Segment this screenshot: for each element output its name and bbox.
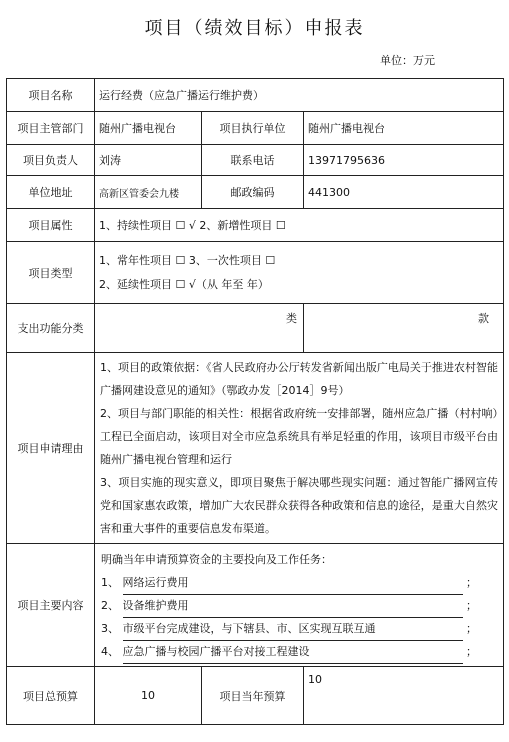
item-number: 2、 xyxy=(101,598,119,612)
address-value: 高新区管委会九楼 xyxy=(95,176,202,209)
item-semicolon: ； xyxy=(466,621,477,635)
executing-unit-value: 随州广播电视台 xyxy=(304,112,504,145)
row-department xyxy=(7,112,504,145)
row-budget xyxy=(7,667,504,725)
reason-paragraph: 2、项目与部门职能的相关性：根据省政府统一安排部署，随州应急广播（村村响）工程已全面启动，该项目对全市应急系统具有举足轻重的作用，该项目市级平台由随州广播电视台管理和运行 xyxy=(100,407,498,466)
item-text: 市级平台完成建设，与下辖县、市、区实现互联互通 xyxy=(123,617,463,641)
item-text: 网络运行费用 xyxy=(123,571,463,595)
reason-paragraph: 3、项目实施的现实意义，即项目聚焦于解决哪些现实问题：通过智能广播网宣传党和国家惠农政策，增加广大农民群众获得各种政策和信息的途径，是重大自然灾害和重大事件的重要信息发布渠道。 xyxy=(100,476,498,535)
department-value: 随州广播电视台 xyxy=(95,112,202,145)
function-class-label: 支出功能分类 xyxy=(7,304,95,353)
phone-label: 联系电话 xyxy=(202,145,304,176)
total-budget-label: 项目总预算 xyxy=(7,667,95,725)
row-project-name xyxy=(7,79,504,112)
phone-value: 13971795636 xyxy=(304,145,504,176)
reason-cell xyxy=(95,353,504,544)
item-text: 应急广播与校园广播平台对接工程建设 xyxy=(123,640,463,664)
executing-unit-label: 项目执行单位 xyxy=(202,112,304,145)
row-main-content xyxy=(7,544,504,667)
main-content-item xyxy=(101,594,497,617)
row-address xyxy=(7,176,504,209)
reason-label: 项目申请理由 xyxy=(7,353,95,544)
reason-paragraph: 1、项目的政策依据：《省人民政府办公厅转发省新闻出版广电局关于推进农村智能广播网建设意见的通知》（鄂政办发［2014］9号） xyxy=(100,361,498,397)
item-semicolon: ； xyxy=(466,598,477,612)
owner-value: 刘涛 xyxy=(95,145,202,176)
main-content-item xyxy=(101,617,497,640)
project-name-label: 项目名称 xyxy=(7,79,95,112)
zip-value: 441300 xyxy=(304,176,504,209)
row-owner xyxy=(7,145,504,176)
main-content-cell xyxy=(95,544,504,667)
project-name-value: 运行经费（应急广播运行维护费） xyxy=(95,79,504,112)
department-label: 项目主管部门 xyxy=(7,112,95,145)
row-reason xyxy=(7,353,504,544)
main-content-item xyxy=(101,571,497,594)
function-class-subcategory xyxy=(304,304,504,353)
type-cell xyxy=(95,242,504,304)
unit-label: 单位：万元 xyxy=(380,54,435,67)
year-budget-label: 项目当年预算 xyxy=(202,667,304,725)
row-function-class xyxy=(7,304,504,353)
row-attribute xyxy=(7,209,504,242)
item-semicolon: ； xyxy=(466,575,477,589)
type-line-2: 2、延续性项目 ☐ √（从 年至 年） xyxy=(99,277,269,291)
item-text: 设备维护费用 xyxy=(123,594,463,618)
item-number: 1、 xyxy=(101,575,119,589)
function-class-category xyxy=(95,304,304,353)
item-number: 4、 xyxy=(101,644,119,658)
owner-label: 项目负责人 xyxy=(7,145,95,176)
application-form-table xyxy=(6,78,504,725)
address-label: 单位地址 xyxy=(7,176,95,209)
attribute-label: 项目属性 xyxy=(7,209,95,242)
main-content-item xyxy=(101,640,497,663)
category-marker: 类 xyxy=(286,312,297,325)
type-line-1: 1、常年性项目 ☐ 3、一次性项目 ☐ xyxy=(99,253,276,267)
form-title: 项目（绩效目标）申报表 xyxy=(144,18,365,39)
attribute-value: 1、持续性项目 ☐ √ 2、新增性项目 ☐ xyxy=(95,209,504,242)
main-content-intro: 明确当年申请预算资金的主要投向及工作任务： xyxy=(101,552,332,566)
row-type xyxy=(7,242,504,304)
main-content-label: 项目主要内容 xyxy=(7,544,95,667)
item-number: 3、 xyxy=(101,621,119,635)
subcategory-marker: 款 xyxy=(478,312,489,325)
zip-label: 邮政编码 xyxy=(202,176,304,209)
year-budget-value: 10 xyxy=(304,667,504,725)
type-label: 项目类型 xyxy=(7,242,95,304)
item-semicolon: ； xyxy=(466,644,477,658)
total-budget-value: 10 xyxy=(95,667,202,725)
